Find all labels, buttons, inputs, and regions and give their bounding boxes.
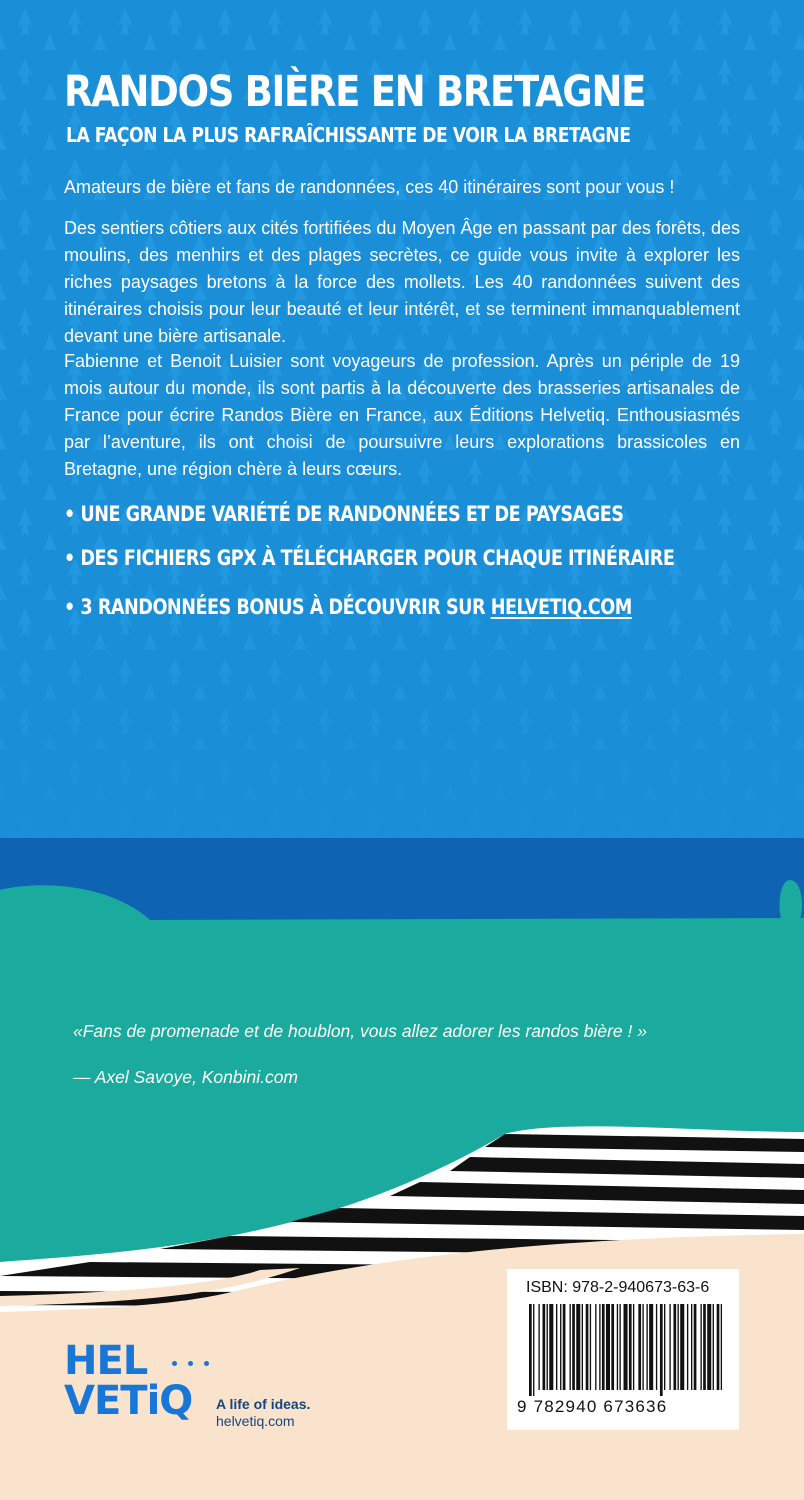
feature-bullet-bonus	[64, 592, 632, 622]
review-quote: «Fans de promenade et de houblon, vous allez adorer les randos bière ! »	[73, 1021, 647, 1041]
barcode-digits: 9 782940 673636	[517, 1397, 668, 1416]
book-title: RANDOS BIÈRE EN BRETAGNE	[64, 67, 646, 117]
logo-line-1: HEL	[64, 1338, 148, 1384]
barcode-panel	[507, 1269, 739, 1430]
logo-dots-icon	[172, 1356, 212, 1372]
review-author: — Axel Savoye, Konbini.com	[73, 1067, 299, 1087]
barcode-icon	[527, 1304, 729, 1396]
publisher-tagline: A life of ideas.	[216, 1396, 311, 1412]
isbn-label: ISBN: 978-2-940673-63-6	[526, 1279, 710, 1296]
logo-line-2: VETiQ	[64, 1378, 193, 1424]
bonus-text: • 3 RANDONNÉES BONUS À DÉCOUVRIR SUR	[64, 595, 491, 619]
description-paragraph: Des sentiers côtiers aux cités fortifiées du Moyen Âge en passant par des forêts, des moulins, des menhirs et des plages secrètes, ce guide vous invite à explorer les riches paysages bretons à la force des mollets. Les 40 randonnées suivent des itinéraires choisis pour leur beauté et leur intérêt, et se terminent immanquablement devant une bière artisanale.	[64, 218, 740, 346]
helvetiq-link[interactable]: HELVETIQ.COM	[490, 595, 632, 619]
authors-paragraph: Fabienne et Benoit Luisier sont voyageurs de profession. Après un périple de 19 mois autour du monde, ils sont partis à la découverte des brasseries artisanales de France pour écrire Randos Bière en France, aux Éditions Helvetiq. Enthousiasmés par l’aventure, ils ont choisi de poursuivre leurs explorations brassicoles en Bretagne, une région chère à leurs cœurs.	[64, 351, 740, 479]
publisher-website: helvetiq.com	[216, 1413, 295, 1429]
intro-text: Amateurs de bière et fans de randonnées, ces 40 itinéraires sont pour vous !	[64, 177, 675, 197]
feature-bullet: • DES FICHIERS GPX À TÉLÉCHARGER POUR CHAQUE ITINÉRAIRE	[64, 546, 675, 570]
feature-bullet: • UNE GRANDE VARIÉTÉ DE RANDONNÉES ET DE PAYSAGES	[64, 502, 624, 526]
helvetiq-logo	[64, 1340, 204, 1440]
book-subtitle: LA FAÇON LA PLUS RAFRAÎCHISSANTE DE VOIR LA BRETAGNE	[66, 123, 631, 147]
